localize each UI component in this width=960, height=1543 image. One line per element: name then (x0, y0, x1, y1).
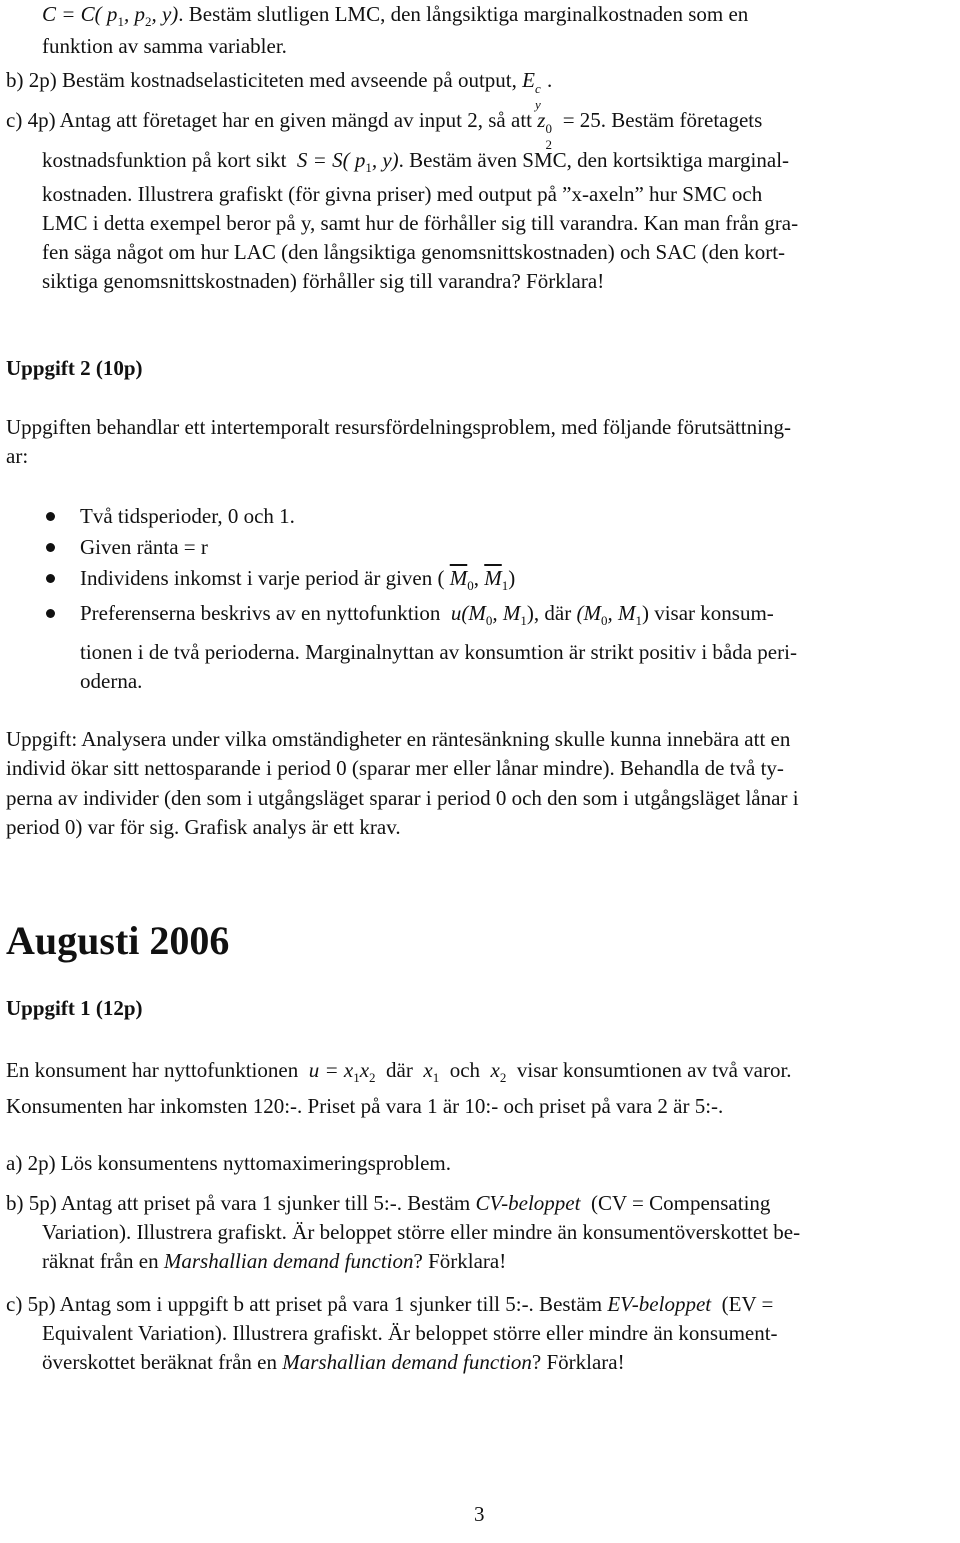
subscript: 1 (432, 1070, 440, 1085)
subscript: y (534, 97, 541, 112)
formula-part: , y) (371, 148, 399, 172)
formula-part: , y) (151, 2, 179, 26)
text: visar konsum- (654, 601, 774, 625)
text: = 25 (562, 108, 601, 132)
text: Individens inkomst i varje period är given ( (80, 566, 445, 590)
text: Preferenserna beskrivs av en nyttofunktion (80, 601, 441, 625)
term: Marshallian demand function (282, 1350, 532, 1374)
text: och (449, 1058, 481, 1082)
text-line (42, 1348, 625, 1376)
text-line: Variation). Illustrera grafiskt. Är beloppet större eller mindre än konsumentöverskottet be- (42, 1220, 801, 1244)
text-line: Uppgift: Analysera under vilka omständigheter en räntesänkning skulle kunna innebära att en (6, 727, 791, 751)
text-line: period 0) var för sig. Grafisk analys är ett krav. (6, 815, 401, 839)
subscript: 0 (485, 613, 493, 628)
list-item (80, 564, 515, 595)
formula-part: , M (607, 601, 636, 625)
subscript: 0 (600, 613, 608, 628)
text: överskottet beräknat från en (42, 1350, 277, 1374)
text: b) 2p) Bestäm kostnadselasticiteten med avseende på output, (6, 68, 517, 92)
cost-formula: C = C( p (42, 2, 118, 26)
subscript: 1 (520, 613, 527, 628)
text: b) 5p) Antag att priset på vara 1 sjunker till 5:-. Bestäm (6, 1191, 471, 1215)
text-line: fen säga något om hur LAC (den långsiktiga genomsnittskostnaden) och SAC (den kort- (42, 240, 786, 264)
text: . Bestäm även SMC, den kortsiktiga marginal- (398, 148, 790, 172)
formula-part: , p (123, 2, 145, 26)
superscript: 0 (545, 121, 552, 136)
text-line: Konsumenten har inkomsten 120:-. Priset på vara 1 är 10:- och priset på vara 2 är 5:-. (6, 1094, 724, 1118)
text-line: LMC i detta exempel beror på y, samt hur de förhåller sig till varandra. Kan man från gra- (42, 211, 799, 235)
section-title: Augusti 2006 (6, 918, 230, 963)
term: Marshallian demand function (163, 1249, 414, 1273)
text: ? Förklara! (531, 1350, 625, 1374)
text-line: individ ökar sitt nettosparande i period 0 (sparar mer eller lånar mindre). Behandla de två ty- (6, 756, 784, 780)
superscript: c (534, 81, 541, 96)
short-run-cost-formula: S = S( p (296, 148, 366, 172)
list-item: Två tidsperioder, 0 och 1. (80, 504, 295, 528)
page-number: 3 (474, 1502, 485, 1526)
income-symbol: $\overline{M}$ (484, 566, 502, 590)
term: EV-beloppet (607, 1292, 712, 1316)
text-line (42, 146, 789, 177)
utility-formula: u(M (450, 601, 486, 625)
text-line: ar: (6, 444, 29, 468)
term: CV-beloppet (475, 1191, 581, 1215)
text: . Bestäm slutligen LMC, den långsiktiga marginalkostnaden som en (178, 2, 749, 26)
subscript: 1 (501, 578, 509, 593)
consumption-symbol: (M (576, 601, 601, 625)
task-heading: Uppgift 2 (10p) (6, 356, 143, 380)
text-line: tionen i de två perioderna. Marginalnyttan av konsumtion är strikt positiv i båda peri- (80, 640, 797, 664)
subscript: 1 (365, 160, 372, 175)
text: kostnadsfunktion på kort sikt (42, 148, 287, 172)
bullet-icon (46, 574, 55, 583)
subscript: 1 (635, 613, 642, 628)
text: . Bestäm företagets (600, 108, 763, 132)
text: räknat från en (42, 1249, 159, 1273)
subscript: 2 (369, 1070, 376, 1085)
part-a-line: a) 2p) Lös konsumentens nyttomaximeringsproblem. (6, 1151, 452, 1175)
subscript: 0 (467, 578, 474, 593)
task-heading: Uppgift 1 (12p) (6, 996, 143, 1020)
text-line (42, 1247, 506, 1275)
text-line: siktiga genomsnittskostnaden) förhåller sig till varandra? Förklara! (42, 269, 605, 293)
subscript: 2 (499, 1070, 507, 1085)
text: En konsument har nyttofunktionen (6, 1058, 299, 1082)
text-line: Equivalent Variation). Illustrera grafiskt. Är beloppet större eller mindre än konsument- (42, 1321, 778, 1345)
subscript: 2 (144, 14, 152, 29)
text-line: perna av individer (den som i utgångsläget sparar i period 0 och den som i utgångsläget lånar i (6, 786, 799, 810)
income-symbol: $\overline{M}$ (449, 566, 468, 590)
text: (EV = (721, 1292, 774, 1316)
part-c-line (6, 106, 763, 152)
text: visar konsumtionen av två varor. (516, 1058, 792, 1082)
utility-formula: u = x (308, 1058, 354, 1082)
text-line: funktion av samma variabler. (42, 34, 287, 58)
bullet-icon (46, 512, 55, 521)
formula-part: x (423, 1058, 433, 1082)
bullet-icon (46, 543, 55, 552)
list-item: Given ränta = r (80, 535, 208, 559)
text: c) 4p) Antag att företaget har en given mängd av input 2, så att (6, 108, 532, 132)
part-c-line (6, 1290, 773, 1318)
subscript: 1 (117, 14, 124, 29)
formula-part: , M (492, 601, 521, 625)
text: där (386, 1058, 413, 1082)
subscript: 2 (545, 137, 552, 152)
input-symbol: z (537, 108, 546, 132)
text: ) (641, 601, 649, 625)
text-line: oderna. (80, 669, 143, 693)
formula-part: x (359, 1058, 370, 1082)
text: . (546, 68, 553, 92)
text: ) (508, 566, 516, 590)
text: ? Förklara! (413, 1249, 507, 1273)
text-line: Uppgiften behandlar ett intertemporalt resursfördelningsproblem, med följande förutsättning- (6, 415, 791, 439)
bullet-icon (46, 609, 55, 618)
text: , (473, 566, 479, 590)
text-line: kostnaden. Illustrera grafiskt (för givna priser) med output på ”x-axeln” hur SMC och (42, 182, 763, 206)
text: ), där (526, 601, 572, 625)
formula-line (42, 0, 748, 31)
text: (CV = Compensating (590, 1191, 771, 1215)
subscript: 1 (353, 1070, 360, 1085)
text-line (6, 1056, 792, 1087)
formula-part: x (490, 1058, 500, 1082)
part-b-line (6, 66, 553, 112)
list-item (80, 599, 774, 630)
elasticity-symbol: E (522, 68, 535, 92)
part-b-line (6, 1189, 770, 1217)
text: c) 5p) Antag som i uppgift b att priset på vara 1 sjunker till 5:-. Bestäm (6, 1292, 603, 1316)
